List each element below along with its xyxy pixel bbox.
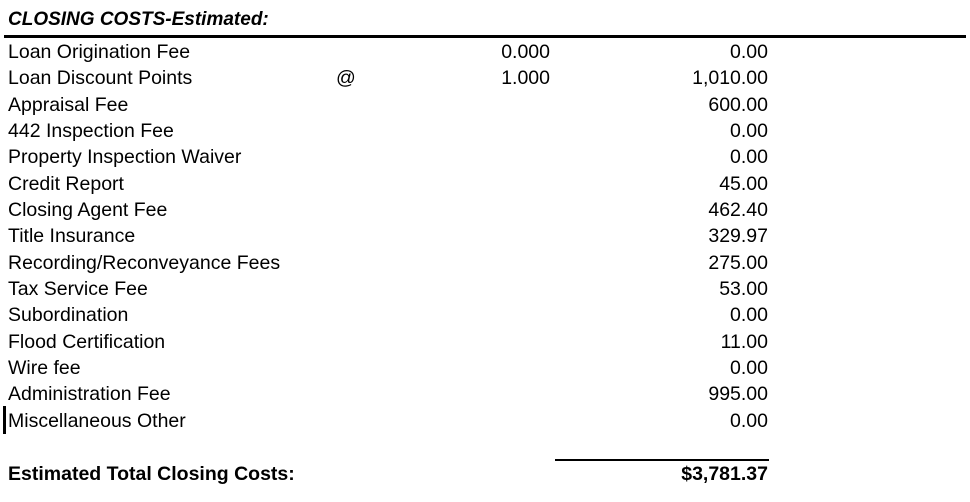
cost-row-miscellaneous-other [0, 408, 970, 434]
cost-row-442-inspection-fee [0, 118, 970, 144]
cost-row-recording-reconveyance-fees [0, 250, 970, 276]
cost-amount: 0.00 [730, 357, 768, 380]
cost-amount: 329.97 [708, 225, 768, 248]
cost-amount: 600.00 [708, 93, 768, 116]
closing-cost-list [0, 39, 970, 434]
cost-label: Administration Fee [8, 383, 171, 406]
cost-amount: 1,010.00 [692, 67, 768, 90]
cost-label: Credit Report [8, 172, 124, 195]
cost-label: Loan Discount Points [8, 67, 193, 90]
cost-amount: 275.00 [708, 251, 768, 274]
total-amount: $3,781.37 [681, 463, 768, 485]
cost-label: Miscellaneous Other [8, 409, 186, 432]
cost-row-loan-discount-points [0, 65, 970, 91]
cost-row-administration-fee [0, 381, 970, 407]
cost-rate: 1.000 [501, 67, 550, 90]
cost-label: 442 Inspection Fee [8, 120, 174, 143]
cost-amount: 462.40 [708, 199, 768, 222]
cost-amount: 11.00 [720, 330, 768, 353]
section-title: CLOSING COSTS-Estimated: [8, 9, 269, 30]
cost-row-flood-certification [0, 329, 970, 355]
cost-label: Title Insurance [8, 225, 136, 248]
cost-amount: 45.00 [719, 172, 768, 195]
cost-label: Closing Agent Fee [8, 199, 168, 222]
cost-amount: 0.00 [730, 304, 768, 327]
cost-row-closing-agent-fee [0, 197, 970, 223]
cost-row-subordination [0, 302, 970, 328]
cost-row-credit-report [0, 171, 970, 197]
text-cursor [3, 406, 6, 434]
cost-label: Property Inspection Waiver [8, 146, 242, 169]
cost-amount: 53.00 [719, 278, 768, 301]
cost-label: Wire fee [8, 357, 81, 380]
cost-label: Flood Certification [8, 330, 166, 353]
cost-row-title-insurance [0, 223, 970, 249]
title-underline [4, 35, 966, 38]
cost-amount: 995.00 [708, 383, 768, 406]
cost-label: Subordination [8, 304, 129, 327]
cost-row-tax-service-fee [0, 276, 970, 302]
cost-label: Appraisal Fee [8, 93, 129, 116]
cost-row-loan-origination-fee [0, 39, 970, 65]
cost-rate: 0.000 [501, 41, 550, 63]
cost-row-wire-fee [0, 355, 970, 381]
cost-amount: 0.00 [730, 120, 768, 143]
cost-amount: 0.00 [730, 41, 768, 63]
cost-row-appraisal-fee [0, 92, 970, 118]
cost-label: Tax Service Fee [8, 278, 148, 301]
at-symbol: @ [336, 67, 356, 90]
total-label: Estimated Total Closing Costs: [8, 463, 295, 485]
cost-amount: 0.00 [730, 409, 768, 432]
cost-label: Loan Origination Fee [8, 41, 191, 63]
cost-row-property-inspection-waiver [0, 144, 970, 170]
cost-amount: 0.00 [730, 146, 768, 169]
cost-label: Recording/Reconveyance Fees [8, 251, 281, 274]
